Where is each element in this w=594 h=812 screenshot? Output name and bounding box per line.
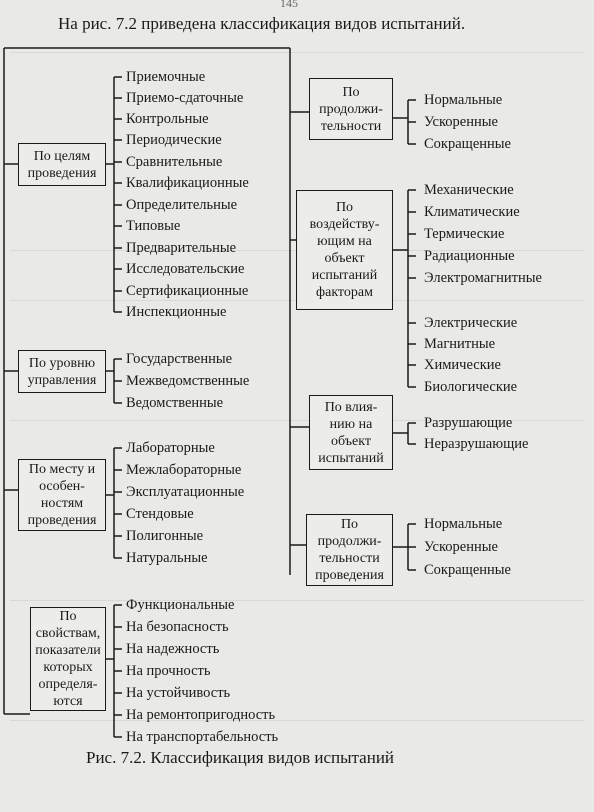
list-item: Неразрушающие xyxy=(424,436,529,452)
list-item: Полигонные xyxy=(126,528,204,544)
group-box-test-duration xyxy=(306,514,393,586)
list-item: Механические xyxy=(424,182,514,198)
list-item: Межведомственные xyxy=(126,373,250,389)
list-item: Государственные xyxy=(126,351,233,367)
list-item: Типовые xyxy=(126,218,181,234)
group-box-factors xyxy=(296,190,393,310)
group-title: По месту и особен- ностям проведения xyxy=(27,462,97,528)
list-item: Функциональные xyxy=(126,597,235,613)
list-item: На ремонтопригодность xyxy=(126,707,276,723)
list-item: Нормальные xyxy=(424,516,503,532)
list-item: Химические xyxy=(424,357,501,373)
list-item: Межлабораторные xyxy=(126,462,242,478)
group-box-purpose xyxy=(18,143,106,186)
group-box-duration xyxy=(309,78,393,140)
list-item: Радиационные xyxy=(424,248,515,264)
list-item: Лабораторные xyxy=(126,440,215,456)
list-item: Электрические xyxy=(424,315,518,331)
list-item: Эксплуатационные xyxy=(126,484,245,500)
list-item: Сокращенные xyxy=(424,562,511,578)
list-item: Контрольные xyxy=(126,111,209,127)
list-item: Термические xyxy=(424,226,505,242)
page-heading: На рис. 7.2 приведена классификация видов испытаний. xyxy=(58,14,466,33)
list-item: На надежность xyxy=(126,641,220,657)
group-title: По целям проведения xyxy=(27,148,97,181)
group-box-management-level xyxy=(18,350,106,393)
list-item: Ведомственные xyxy=(126,395,224,411)
group-title: По уровню управления xyxy=(27,355,97,388)
list-item: На транспортабельность xyxy=(126,729,279,745)
list-item: На прочность xyxy=(126,663,211,679)
list-item: Климатические xyxy=(424,204,520,220)
list-item: Сравнительные xyxy=(126,154,223,170)
list-item: Приемочные xyxy=(126,69,206,85)
group-box-impact xyxy=(309,395,393,470)
list-item: Исследовательские xyxy=(126,261,245,277)
list-item: Квалификационные xyxy=(126,175,249,191)
list-item: Биологические xyxy=(424,379,518,395)
figure-caption: Рис. 7.2. Классификация видов испытаний xyxy=(86,748,395,767)
list-item: На безопасность xyxy=(126,619,229,635)
group-title: По продолжи- тельности проведения xyxy=(315,517,384,583)
list-item: На устойчивость xyxy=(126,685,231,701)
group-box-place xyxy=(18,459,106,531)
list-item: Предварительные xyxy=(126,240,237,256)
list-item: Стендовые xyxy=(126,506,194,522)
list-item: Натуральные xyxy=(126,550,208,566)
list-item: Определительные xyxy=(126,197,238,213)
list-item: Периодические xyxy=(126,132,222,148)
group-title: По влия- нию на объект испытаний xyxy=(318,399,384,466)
list-item: Магнитные xyxy=(424,336,496,352)
list-item: Приемо-сдаточные xyxy=(126,90,244,106)
group-title: По свойствам, показатели которых определя- ются xyxy=(35,609,101,709)
group-title: По продолжи- тельности xyxy=(319,84,383,134)
group-title: По воздейству- ющим на объект испытаний факторам xyxy=(309,200,380,300)
list-item: Ускоренные xyxy=(424,539,498,555)
list-item: Сертификационные xyxy=(126,283,249,299)
group-box-properties xyxy=(30,607,106,711)
list-item: Разрушающие xyxy=(424,415,513,431)
list-item: Нормальные xyxy=(424,92,503,108)
list-item: Сокращенные xyxy=(424,136,511,152)
page-number: 145 xyxy=(280,0,298,10)
list-item: Электромагнитные xyxy=(424,270,542,286)
list-item: Ускоренные xyxy=(424,114,498,130)
list-item: Инспекционные xyxy=(126,304,227,320)
